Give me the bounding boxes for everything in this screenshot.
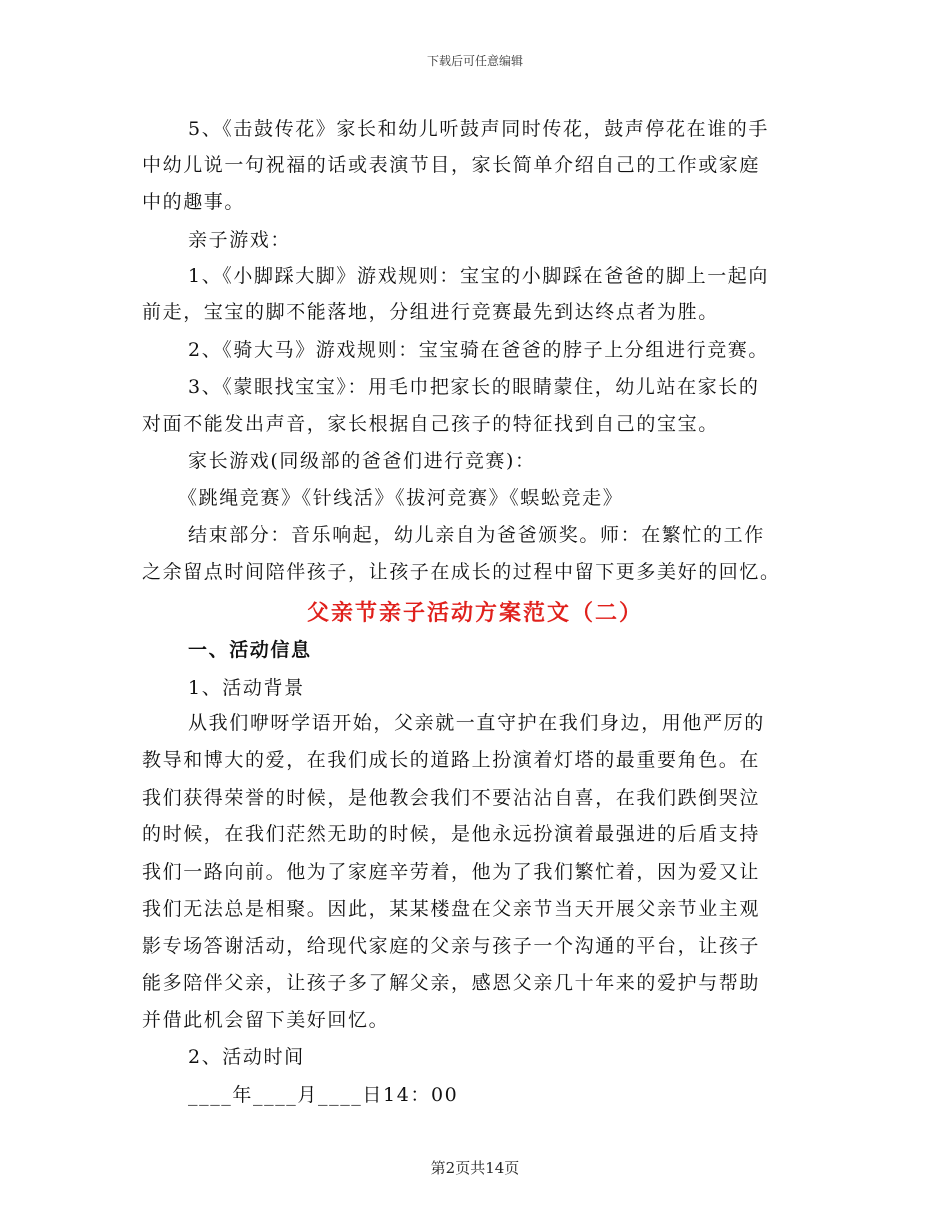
paragraph-line: 影专场答谢活动，给现代家庭的父亲与孩子一个沟通的平台，让孩子 — [142, 935, 761, 957]
paragraph-line: 3、《蒙眼找宝宝》：用毛巾把家长的眼睛蒙住，幼儿站在家长的 — [188, 376, 760, 398]
paragraph-line: 之余留点时间陪伴孩子，让孩子在成长的过程中留下更多美好的回忆。 — [142, 561, 781, 583]
page-header: 下载后可任意编辑 — [426, 54, 523, 68]
paragraph-line: 并借此机会留下美好回忆。 — [142, 1009, 390, 1031]
paragraph-line: 1、《小脚踩大脚》游戏规则：宝宝的小脚踩在爸爸的脚上一起向 — [188, 265, 769, 287]
section-heading: 一、活动信息 — [188, 639, 312, 661]
paragraph-line: 我们一路向前。他为了家庭辛劳着，他为了我们繁忙着，因为爱又让 — [142, 861, 761, 883]
paragraph-line: 从我们咿呀学语开始，父亲就一直守护在我们身边，用他严厉的 — [188, 712, 765, 734]
paragraph-line: 能多陪伴父亲，让孩子多了解父亲，感恩父亲几十年来的爱护与帮助 — [142, 972, 761, 994]
section-title: 父亲节亲子活动方案范文（二） — [306, 601, 643, 626]
paragraph-line: 对面不能发出声音，家长根据自己孩子的特征找到自己的宝宝。 — [142, 413, 719, 435]
paragraph-line: 5、《击鼓传花》家长和幼儿听鼓声同时传花，鼓声停花在谁的手 — [188, 118, 769, 140]
subsection-heading: 2、活动时间 — [188, 1046, 305, 1068]
paragraph-line: 结束部分：音乐响起，幼儿亲自为爸爸颁奖。师：在繁忙的工作 — [188, 524, 765, 546]
paragraph-line: 中幼儿说一句祝福的话或表演节目，家长简单介绍自己的工作或家庭 — [142, 154, 761, 176]
paragraph-line: 2、《骑大马》游戏规则：宝宝骑在爸爸的脖子上分组进行竞赛。 — [188, 339, 769, 361]
page-footer: 第2页共14页 — [430, 1159, 520, 1177]
paragraph-line: 《跳绳竞赛》《针线活》《拔河竞赛》《蜈蚣竞走》 — [178, 487, 624, 509]
date-time-line: ____年____月____日14：00 — [188, 1084, 459, 1106]
paragraph-line: 前走，宝宝的脚不能落地，分组进行竞赛最先到达终点者为胜。 — [142, 301, 719, 323]
paragraph-line: 我们无法总是相聚。因此，某某楼盘在父亲节当天开展父亲节业主观 — [142, 898, 761, 920]
paragraph-line: 我们获得荣誉的时候，是他教会我们不要沾沾自喜，在我们跌倒哭泣 — [142, 787, 761, 809]
paragraph-line: 教导和博大的爱，在我们成长的道路上扮演着灯塔的最重要角色。在 — [142, 749, 761, 771]
paragraph-line: 家长游戏(同级部的爸爸们进行竞赛)： — [188, 450, 536, 472]
paragraph-line: 的时候，在我们茫然无助的时候，是他永远扮演着最强进的后盾支持 — [142, 823, 761, 845]
paragraph-line: 亲子游戏： — [188, 229, 292, 251]
paragraph-line: 中的趣事。 — [142, 191, 246, 213]
subsection-heading: 1、活动背景 — [188, 677, 305, 699]
